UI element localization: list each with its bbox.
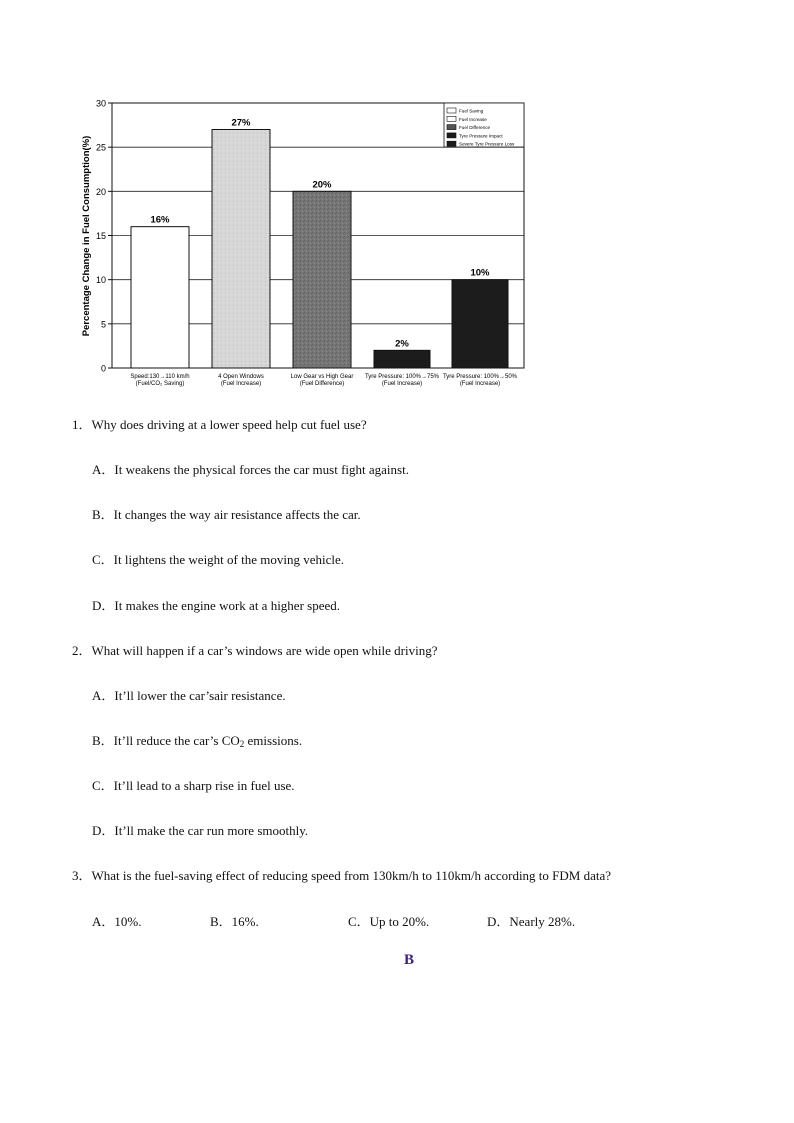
option-letter: A． <box>92 688 115 703</box>
option-text: It makes the engine work at a higher speed. <box>114 598 341 613</box>
question-2-stem <box>72 640 437 659</box>
option-text: It’ll make the car run more smoothly. <box>114 823 309 838</box>
data-label: 27% <box>231 117 251 129</box>
y-tick-label: 10 <box>95 275 106 286</box>
y-tick-label: 30 <box>95 98 106 109</box>
x-tick-label: Tyre Pressure: 100%→75% <box>364 374 440 380</box>
option-letter: B． <box>92 733 114 748</box>
bar <box>293 191 351 368</box>
x-axis-labels <box>130 374 517 387</box>
bar <box>131 227 189 368</box>
y-axis-label: Percentage Change in Fuel Consumption(%) <box>81 135 92 337</box>
legend-label: Fuel Saving <box>459 108 484 114</box>
q1-option-d[interactable] <box>92 595 340 614</box>
legend-label: Tyre Pressure Impact <box>459 133 503 139</box>
y-axis-ticks <box>96 99 112 374</box>
question-text: What is the fuel-saving effect of reducing speed from 130km/h to 110km/h according to FDM data? <box>91 868 612 883</box>
subscript-text: 2 <box>239 739 245 749</box>
q3-option-a[interactable] <box>92 911 141 930</box>
option-text: It weakens the physical forces the car must fight against. <box>114 462 409 477</box>
option-letter: C． <box>92 778 114 793</box>
question-3-stem <box>72 865 611 884</box>
legend-swatch <box>447 125 456 130</box>
q3-option-c[interactable] <box>348 911 429 930</box>
option-text: It changes the way air resistance affects the car. <box>113 507 361 522</box>
q2-option-d[interactable] <box>92 820 308 839</box>
bar <box>212 130 270 369</box>
legend-swatch <box>447 116 456 121</box>
x-tick-label-sub: (Fuel Difference) <box>299 381 345 387</box>
q3-option-b[interactable] <box>210 911 259 930</box>
option-letter: C． <box>348 914 370 929</box>
question-text: Why does driving at a lower speed help cut fuel use? <box>91 417 367 432</box>
legend-swatch <box>447 133 456 138</box>
y-tick-label: 25 <box>95 142 106 153</box>
x-tick-label-sub: (Fuel Increase) <box>220 381 262 387</box>
fuel-consumption-chart <box>0 0 794 400</box>
option-letter: B． <box>92 507 114 522</box>
y-tick-label: 5 <box>100 319 106 330</box>
chart-legend <box>444 103 524 147</box>
data-label: 10% <box>470 267 490 279</box>
option-text: 10%. <box>114 914 142 929</box>
q1-option-c[interactable] <box>92 549 344 568</box>
option-letter: A． <box>92 914 115 929</box>
q3-option-d[interactable] <box>487 911 575 930</box>
x-tick-label: Speed:130→110 km/h <box>130 374 190 380</box>
y-tick-label: 15 <box>95 231 106 241</box>
option-letter: D． <box>92 823 115 838</box>
question-1-stem <box>72 414 367 433</box>
question-number: 3． <box>72 868 92 883</box>
legend-swatch <box>447 141 456 146</box>
option-text: It’ll lead to a sharp rise in fuel use. <box>113 778 295 793</box>
legend-label: Severe Tyre Pressure Loss <box>459 141 515 147</box>
x-tick-label-sub: (Fuel Increase) <box>381 381 423 387</box>
y-tick-label: 0 <box>100 363 106 374</box>
option-text: Up to 20%. <box>369 914 430 929</box>
option-text: It lightens the weight of the moving vehicle. <box>113 552 345 567</box>
data-label: 16% <box>150 214 170 226</box>
data-label: 20% <box>312 179 332 191</box>
option-text: It’ll lower the car’sair resistance. <box>114 688 286 703</box>
x-tick-label: 4 Open Windows <box>218 374 264 380</box>
y-tick-label: 20 <box>95 186 106 197</box>
bar <box>452 280 508 368</box>
legend-swatch <box>447 108 456 113</box>
option-text: 16%. <box>231 914 259 929</box>
q2-option-b[interactable] <box>92 730 302 749</box>
option-letter: D． <box>487 914 510 929</box>
x-tick-label-sub: (Fuel/CO₂ Saving) <box>135 381 185 387</box>
section-label: B <box>404 952 415 968</box>
option-letter: B． <box>210 914 232 929</box>
q1-option-b[interactable] <box>92 504 361 523</box>
option-text: It’ll reduce the car’s CO <box>113 733 240 748</box>
chart-bars <box>131 118 508 369</box>
data-label: 2% <box>395 338 409 350</box>
legend-label: Fuel Difference <box>459 125 491 131</box>
legend-label: Fuel Increase <box>459 116 487 122</box>
question-text: What will happen if a car’s windows are wide open while driving? <box>91 643 438 658</box>
q2-option-a[interactable] <box>92 685 286 704</box>
option-text-tail: emissions. <box>244 733 303 748</box>
option-letter: C． <box>92 552 114 567</box>
x-tick-label-sub: (Fuel Increase) <box>459 381 501 387</box>
q1-option-a[interactable] <box>92 459 409 478</box>
question-number: 1． <box>72 417 92 432</box>
q2-option-c[interactable] <box>92 775 295 794</box>
x-tick-label: Low Gear vs High Gear <box>290 374 354 380</box>
bar <box>374 350 430 368</box>
question-number: 2． <box>72 643 92 658</box>
option-letter: D． <box>92 598 115 613</box>
x-tick-label: Tyre Pressure: 100%→50% <box>442 374 518 380</box>
option-text: Nearly 28%. <box>509 914 576 929</box>
option-letter: A． <box>92 462 115 477</box>
